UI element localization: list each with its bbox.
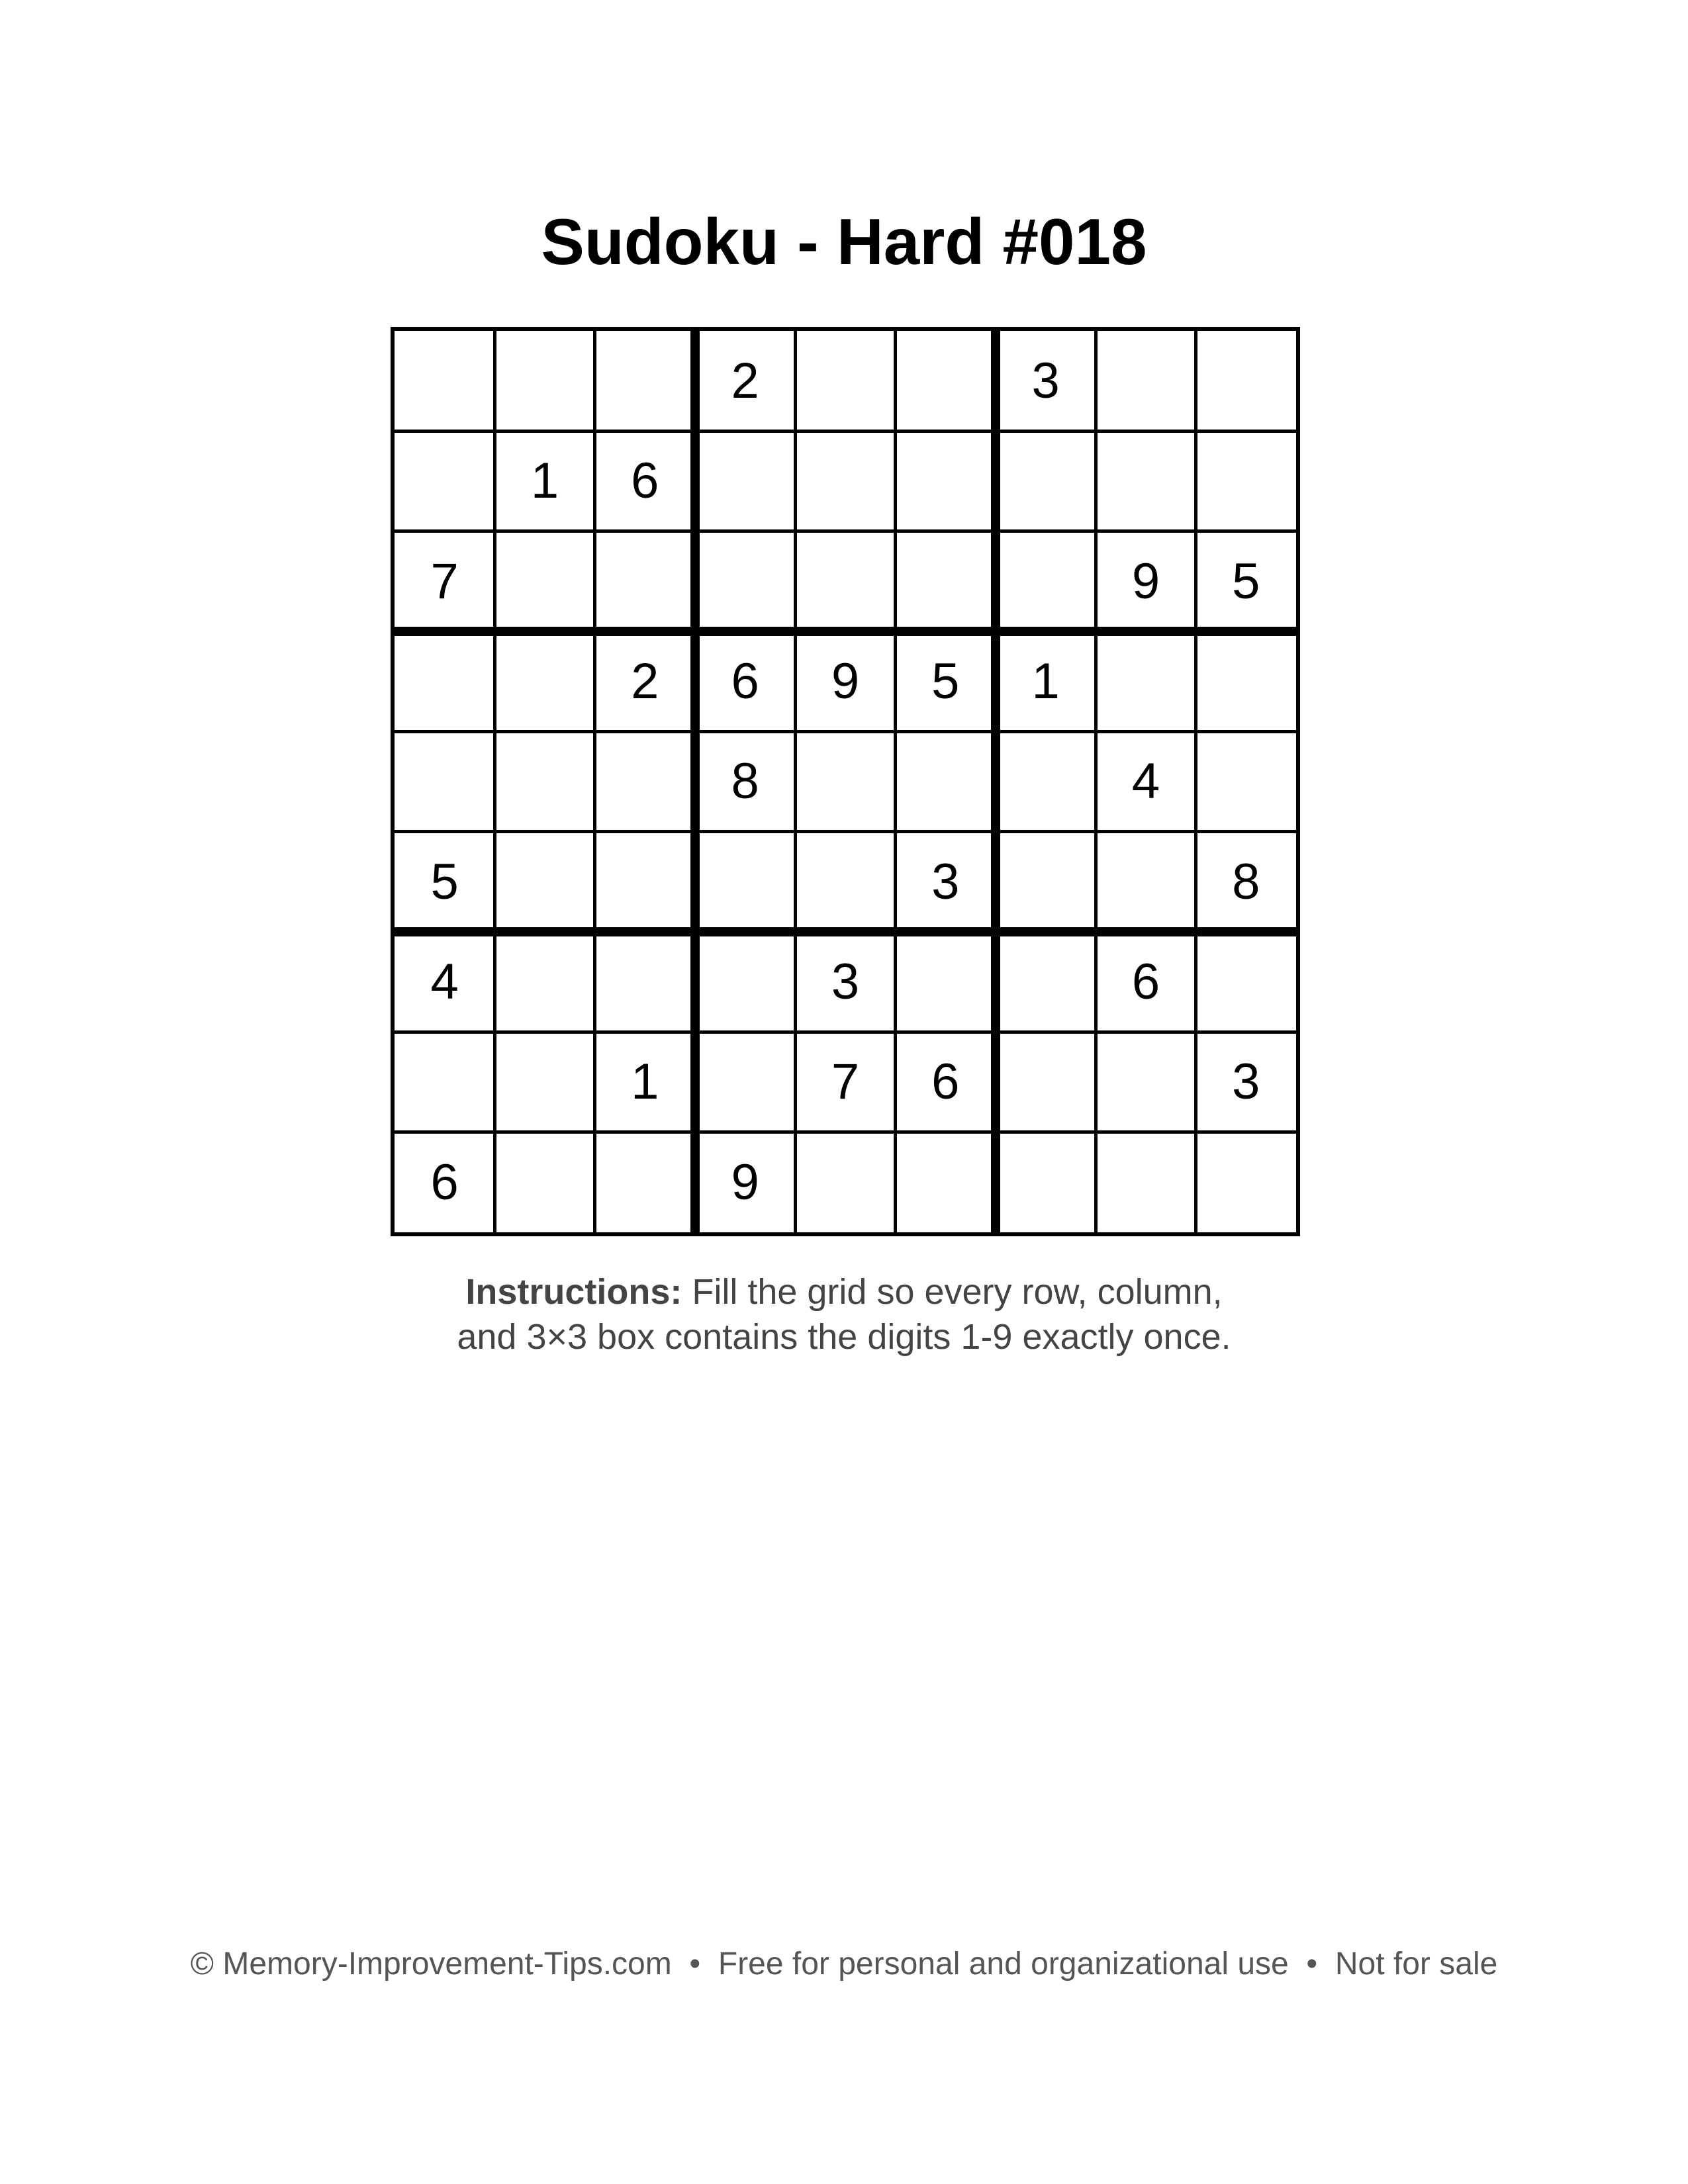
sudoku-cell[interactable]	[795, 1132, 895, 1232]
cell-divider-vertical	[794, 331, 797, 1232]
sudoku-cell[interactable]	[996, 731, 1096, 831]
cell-divider-vertical	[1094, 331, 1098, 1232]
sudoku-cell[interactable]	[695, 832, 795, 932]
instructions-text-1: Fill the grid so every row, column,	[682, 1272, 1223, 1312]
sudoku-cell[interactable]	[996, 531, 1096, 631]
cell-divider-vertical	[593, 331, 596, 1232]
sudoku-cell: 9	[831, 653, 860, 710]
sudoku-cell[interactable]	[395, 1032, 494, 1132]
box-divider-horizontal	[395, 927, 1296, 936]
sudoku-cell[interactable]	[494, 531, 594, 631]
sudoku-cell: 6	[931, 1054, 960, 1111]
sudoku-cell[interactable]	[1196, 631, 1296, 731]
sudoku-cell: 6	[731, 653, 759, 710]
cell-divider-horizontal	[395, 430, 1296, 433]
sudoku-cell[interactable]	[395, 431, 494, 531]
box-divider-vertical	[690, 331, 700, 1232]
sudoku-cell[interactable]	[595, 731, 695, 831]
sudoku-cell: 6	[631, 453, 659, 510]
sudoku-cell[interactable]	[1196, 431, 1296, 531]
sudoku-cell[interactable]	[494, 1132, 594, 1232]
sudoku-cell[interactable]	[795, 731, 895, 831]
sudoku-cell[interactable]	[1196, 331, 1296, 431]
sudoku-cell[interactable]	[1196, 932, 1296, 1032]
instructions	[0, 1269, 1688, 1359]
page-title: Sudoku - Hard #018	[541, 205, 1147, 278]
sudoku-cell[interactable]	[595, 832, 695, 932]
sudoku-cell: 6	[1131, 954, 1160, 1011]
sudoku-grid	[391, 327, 1300, 1236]
cell-divider-horizontal	[395, 529, 1296, 533]
sudoku-cell[interactable]	[695, 431, 795, 531]
box-divider-horizontal	[395, 627, 1296, 636]
sudoku-cell[interactable]	[494, 1032, 594, 1132]
sudoku-cell[interactable]	[1096, 331, 1196, 431]
sudoku-cell[interactable]	[996, 832, 1096, 932]
sudoku-cell: 9	[1131, 553, 1160, 610]
sudoku-cell[interactable]	[1096, 832, 1196, 932]
sudoku-cell[interactable]	[695, 531, 795, 631]
sudoku-cell[interactable]	[896, 932, 996, 1032]
sudoku-cell[interactable]	[494, 832, 594, 932]
cell-divider-horizontal	[395, 730, 1296, 733]
sudoku-cell[interactable]	[494, 731, 594, 831]
sudoku-cell: 7	[430, 553, 459, 610]
sudoku-cell[interactable]	[595, 932, 695, 1032]
sudoku-cell: 5	[1232, 553, 1260, 610]
sudoku-cell: 8	[1232, 853, 1260, 910]
sudoku-cell[interactable]	[395, 331, 494, 431]
sudoku-cell[interactable]	[695, 932, 795, 1032]
cell-divider-vertical	[1194, 331, 1197, 1232]
sudoku-cell[interactable]	[996, 1132, 1096, 1232]
sudoku-cell[interactable]	[1096, 1132, 1196, 1232]
sudoku-cell[interactable]	[896, 431, 996, 531]
sudoku-cell[interactable]	[896, 531, 996, 631]
sudoku-cell: 5	[430, 853, 459, 910]
sudoku-cell[interactable]	[695, 1032, 795, 1132]
sudoku-cell[interactable]	[795, 331, 895, 431]
sudoku-cell: 4	[430, 954, 459, 1011]
sudoku-cell[interactable]	[896, 731, 996, 831]
sudoku-cell: 1	[631, 1054, 659, 1111]
sudoku-cell: 5	[931, 653, 960, 710]
sudoku-cell[interactable]	[595, 1132, 695, 1232]
cell-divider-horizontal	[395, 830, 1296, 833]
sudoku-cell[interactable]	[395, 631, 494, 731]
sudoku-cell[interactable]	[1196, 731, 1296, 831]
sudoku-cell[interactable]	[896, 1132, 996, 1232]
sudoku-cell[interactable]	[996, 1032, 1096, 1132]
sudoku-cell[interactable]	[896, 331, 996, 431]
sudoku-cell[interactable]	[595, 331, 695, 431]
sudoku-cell[interactable]	[795, 531, 895, 631]
sudoku-cell[interactable]	[996, 932, 1096, 1032]
sudoku-cell[interactable]	[395, 731, 494, 831]
sudoku-cell[interactable]	[494, 932, 594, 1032]
sudoku-cell[interactable]	[494, 631, 594, 731]
sudoku-cell: 3	[931, 853, 960, 910]
sudoku-cell[interactable]	[595, 531, 695, 631]
footer-copyright: © Memory-Improvement-Tips.com • Free for personal and organizational use • Not for sale	[190, 1946, 1498, 1981]
cell-divider-vertical	[894, 331, 897, 1232]
sudoku-cell[interactable]	[1096, 431, 1196, 531]
sudoku-cell: 1	[1031, 653, 1060, 710]
sudoku-cell: 3	[831, 954, 860, 1011]
sudoku-cell: 1	[530, 453, 559, 510]
sudoku-cell: 7	[831, 1054, 860, 1111]
sudoku-cell: 2	[631, 653, 659, 710]
sudoku-cell: 2	[731, 353, 759, 410]
cell-divider-horizontal	[395, 1130, 1296, 1134]
sudoku-cell[interactable]	[1096, 1032, 1196, 1132]
sudoku-cell: 8	[731, 753, 759, 810]
sudoku-cell[interactable]	[1096, 631, 1196, 731]
sudoku-cell: 3	[1232, 1054, 1260, 1111]
sudoku-cell[interactable]	[494, 331, 594, 431]
sudoku-cell: 4	[1131, 753, 1160, 810]
cell-divider-horizontal	[395, 1030, 1296, 1034]
cell-divider-vertical	[493, 331, 496, 1232]
sudoku-cell[interactable]	[996, 431, 1096, 531]
sudoku-cell[interactable]	[1196, 1132, 1296, 1232]
box-divider-vertical	[991, 331, 1000, 1232]
instructions-line-1	[0, 1269, 1688, 1314]
instructions-line-2: and 3×3 box contains the digits 1-9 exactly once.	[457, 1317, 1231, 1357]
sudoku-cell: 3	[1031, 353, 1060, 410]
sudoku-cell[interactable]	[795, 431, 895, 531]
sudoku-cell[interactable]	[795, 832, 895, 932]
sudoku-cell: 6	[430, 1154, 459, 1210]
sudoku-cell: 9	[731, 1154, 759, 1210]
instructions-lead: Instructions:	[465, 1272, 682, 1312]
